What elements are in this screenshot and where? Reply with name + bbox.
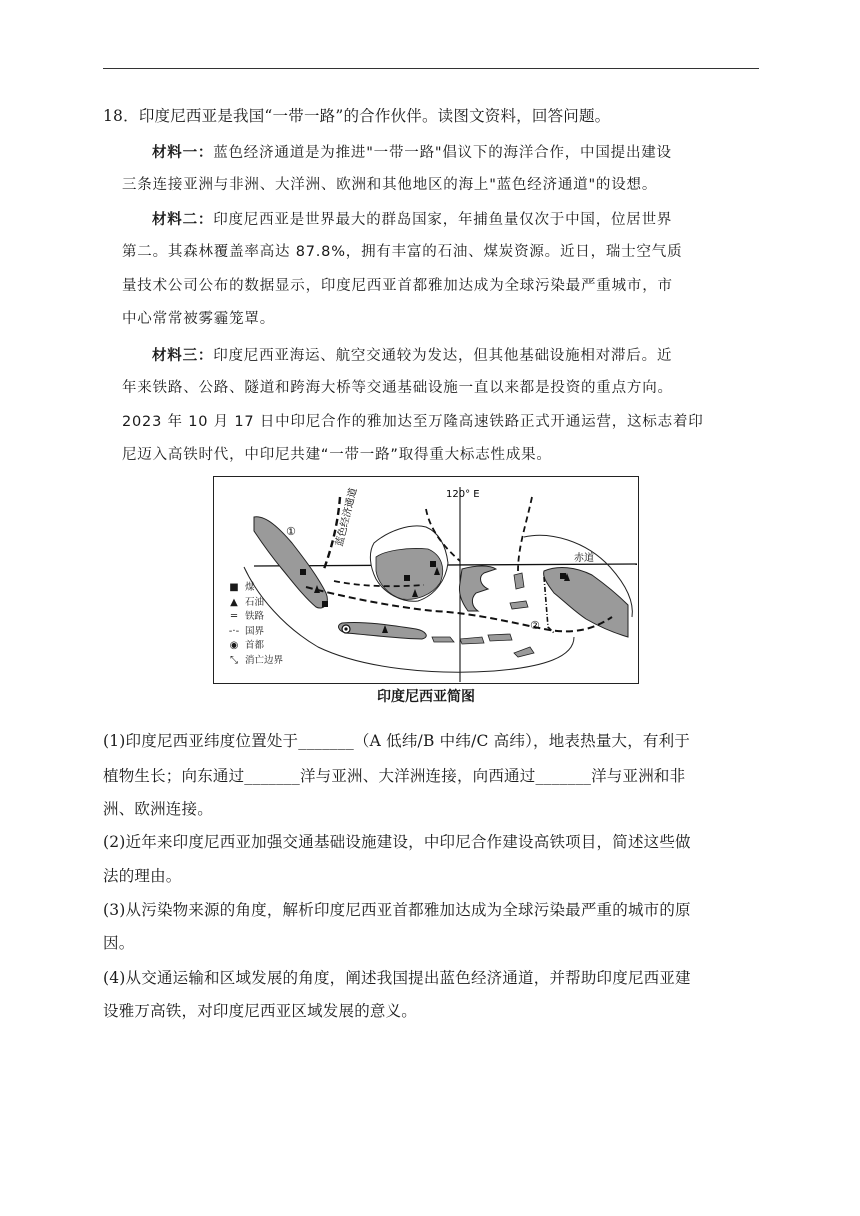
material-3-line-2: 年来铁路、公路、隧道和跨海大桥等交通基础设施一直以来都是投资的重点方向。 [122,380,673,396]
material-2-text: 印度尼西亚是世界最大的群岛国家，年捕鱼量仅次于中国，位居世界 [213,212,673,228]
header-rule [103,68,759,69]
indonesia-map-figure [213,476,639,708]
map-frame [213,476,639,684]
material-2-line-2: 第二。其森林覆盖率高达 87.8%，拥有丰富的石油、煤炭资源。近日，瑞士空气质 [122,244,683,260]
material-1-text: 蓝色经济通道是为推进"一带一路"倡议下的海洋合作，中国提出建设 [213,145,672,161]
subquestion-2-line-2: 法的理由。 [103,867,182,885]
legend-coal: ■ 煤 [228,581,283,596]
channel-label: 蓝色经济通道 [334,486,360,548]
flores-island [488,634,512,641]
map-legend [228,581,283,668]
material-3-line-1 [152,344,672,365]
material-2-line-3: 量技术公司公布的数据显示，印度尼西亚首都雅加达成为全球污染最严重城市，市 [122,278,673,294]
oil-icon: ▲ [230,596,238,608]
channel-route-east [518,497,532,571]
material-3-label: 材料三： [152,348,214,364]
legend-capital: ◉ 首都 [228,639,283,654]
timor-island [514,647,534,657]
legend-oil: ▲ 石油 [228,596,283,611]
coal-marker [300,569,306,575]
legend-railway: ═ 铁路 [228,610,283,625]
subquestion-1-line-3: 洲、欧洲连接。 [103,800,213,818]
subquestion-4-line-2: 设雅万高铁，对印度尼西亚区域发展的意义。 [103,1002,418,1020]
subquestion-2-line-1: (2)近年来印度尼西亚加强交通基础设施建设，中印尼合作建设高铁项目，简述这些做 [103,833,691,851]
coal-marker [404,575,410,581]
railway-icon: ═ [230,611,238,622]
lombok-island [460,637,484,644]
subquestion-3-line-1: (3)从污染物来源的角度，解析印度尼西亚首都雅加达成为全球污染最严重的城市的原 [103,901,691,919]
coal-marker [430,561,436,567]
subquestion-3-line-2: 因。 [103,934,135,952]
material-1-label: 材料一： [152,145,214,161]
marker-1-label: ① [286,525,296,538]
seram-island [510,601,528,609]
capital-icon: ◉ [229,640,239,651]
question-heading: 18．印度尼西亚是我国“一带一路”的合作伙伴。读图文资料，回答问题。 [103,107,611,125]
subquestion-4-line-1: (4)从交通运输和区域发展的角度，阐述我国提出蓝色经济通道，并帮助印度尼西亚建 [103,969,691,987]
subquestion-1-line-1: (1)印度尼西亚纬度位置处于_______（A 低纬/B 中纬/C 高纬），地表热量大，有利于 [103,732,691,750]
subquestion-1-line-2: 植物生长；向东通过_______洋与亚洲、大洋洲连接，向西通过_______洋与亚洲和非 [103,767,686,785]
bali-island [432,637,454,642]
material-2-line-4: 中心常常被雾霾笼罩。 [122,311,275,327]
java-island [339,622,427,639]
border-icon: -·- [228,625,240,637]
legend-extinction: ⤡ 消亡边界 [228,654,283,669]
extinction-boundary-icon: ⤡ [230,654,238,666]
coal-marker [322,601,328,607]
equator-label: 赤道 [574,553,594,564]
sulawesi-island [459,566,496,611]
material-3-line-3: 2023 年 10 月 17 日中印尼合作的雅加达至万隆高速铁路正式开通运营，这标志着印 [122,414,704,430]
material-2-label: 材料二： [152,212,214,228]
coal-icon: ■ [229,582,239,593]
halmahera-island [514,573,524,589]
material-2-line-1 [152,208,672,229]
marker-2-label: ② [530,619,540,632]
meridian-label: 120° E [446,489,480,500]
material-3-line-4: 尼迈入高铁时代，中印尼共建“一带一路”取得重大标志性成果。 [122,447,552,463]
legend-border: -·- 国界 [228,625,283,640]
papua-island [544,568,628,637]
material-3-text: 印度尼西亚海运、航空交通较为发达，但其他基础设施相对滞后。近 [213,348,673,364]
material-1-line-1 [152,141,672,162]
material-1-line-2: 三条连接亚洲与非洲、大洋洲、欧洲和其他地区的海上"蓝色经济通道"的设想。 [122,177,658,193]
map-caption: 印度尼西亚简图 [377,689,475,705]
